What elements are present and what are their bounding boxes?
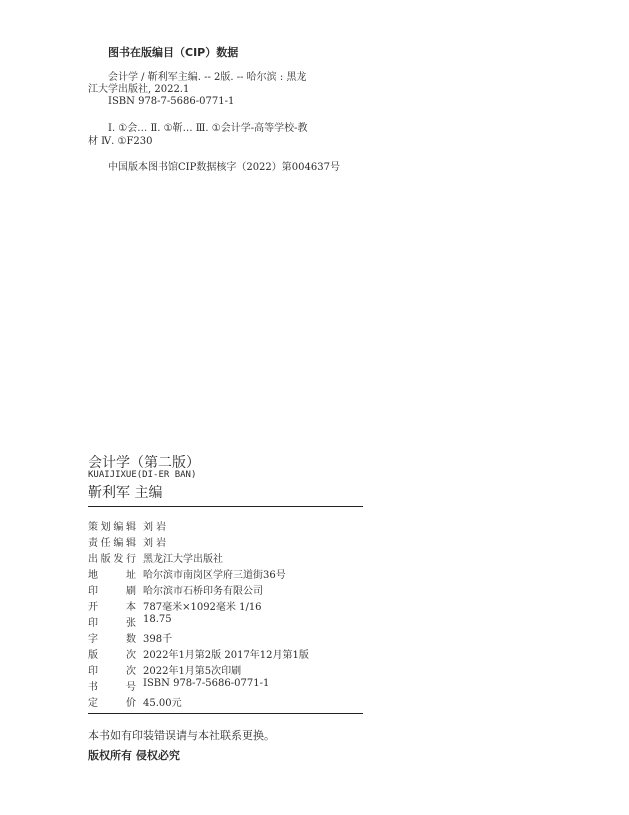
info-label-char: 字 [88,634,98,645]
info-label-char: 数 [126,634,136,645]
info-label-char: 辑 [125,522,136,533]
top-divider [88,506,363,507]
info-label-char: 本 [126,602,136,613]
info-label-char: 责 [88,538,98,549]
info-label [88,646,136,661]
info-label-char: 策 [88,522,98,533]
info-label-char: 出 [88,554,98,565]
info-label [88,614,136,629]
info-label-char: 行 [125,554,136,565]
info-label-char: 定 [88,698,98,709]
info-label-char: 地 [88,570,98,581]
cip-entry-line-1: 会计学 / 靳利军主编. -- 2版. -- 哈尔滨 : 黑龙 [108,72,307,83]
cip-isbn: ISBN 978-7-5686-0771-1 [108,96,235,107]
info-label-char: 印 [88,618,98,629]
info-label-char: 辑 [125,538,136,549]
copyright-statement: 版权所有 侵权必究 [88,749,180,762]
info-label-char: 号 [126,682,136,693]
info-label [88,534,136,549]
info-label-char: 印 [88,586,98,597]
book-author: 靳利军 主编 [88,485,163,501]
book-pinyin-title: KUAIJIXUE(DI-ER BAN) [88,470,197,480]
info-label [88,598,136,613]
info-label [88,662,136,677]
info-label-char: 印 [88,666,98,677]
info-value: ISBN 978-7-5686-0771-1 [143,678,270,689]
info-label-char: 划 [100,522,111,533]
cip-entry-line-2: 江大学出版社, 2022.1 [88,84,190,95]
info-label-char: 次 [126,666,136,677]
info-label-char: 张 [126,618,136,629]
info-label [88,550,136,565]
info-value: 2022年1月第5次印刷 [143,666,242,677]
info-label-char: 址 [126,570,136,581]
cip-number: 中国版本图书馆CIP数据核字（2022）第004637号 [108,162,340,173]
info-label-char: 开 [88,602,98,613]
info-label-char: 编 [113,538,124,549]
info-label-char: 刷 [126,586,136,597]
info-label-char: 发 [113,554,124,565]
info-label-char: 版 [100,554,111,565]
info-label-char: 版 [88,650,98,661]
info-value: 45.00元 [143,698,182,709]
book-title: 会计学（第二版） [88,455,200,471]
info-value: 哈尔滨市石桥印务有限公司 [143,586,263,597]
info-label [88,518,136,533]
info-label-char: 任 [100,538,111,549]
cip-title: 图书在版编目（CIP）数据 [108,46,239,59]
info-value: 刘 岩 [143,522,167,533]
info-label [88,694,136,709]
info-value: 787毫米×1092毫米 1/16 [143,602,262,613]
info-value: 黑龙江大学出版社 [143,554,223,565]
bottom-divider [88,713,363,714]
info-value: 18.75 [143,614,172,625]
info-label [88,630,136,645]
cip-classification-line-1: Ⅰ. ①会… Ⅱ. ①靳… Ⅲ. ①会计学-高等学校-教 [108,123,308,134]
info-label-char: 价 [126,698,136,709]
info-label-char: 编 [113,522,124,533]
info-value: 398千 [143,634,173,645]
defect-notice: 本书如有印装错误请与本社联系更换。 [88,729,275,742]
info-label [88,566,136,581]
info-label-char: 书 [88,682,98,693]
info-value: 刘 岩 [143,538,167,549]
info-label-char: 次 [126,650,136,661]
info-label [88,582,136,597]
info-label [88,678,136,693]
cip-classification-line-2: 材 Ⅳ. ①F230 [88,136,153,147]
info-value: 2022年1月第2版 2017年12月第1版 [143,650,309,661]
info-value: 哈尔滨市南岗区学府三道街36号 [143,570,286,581]
